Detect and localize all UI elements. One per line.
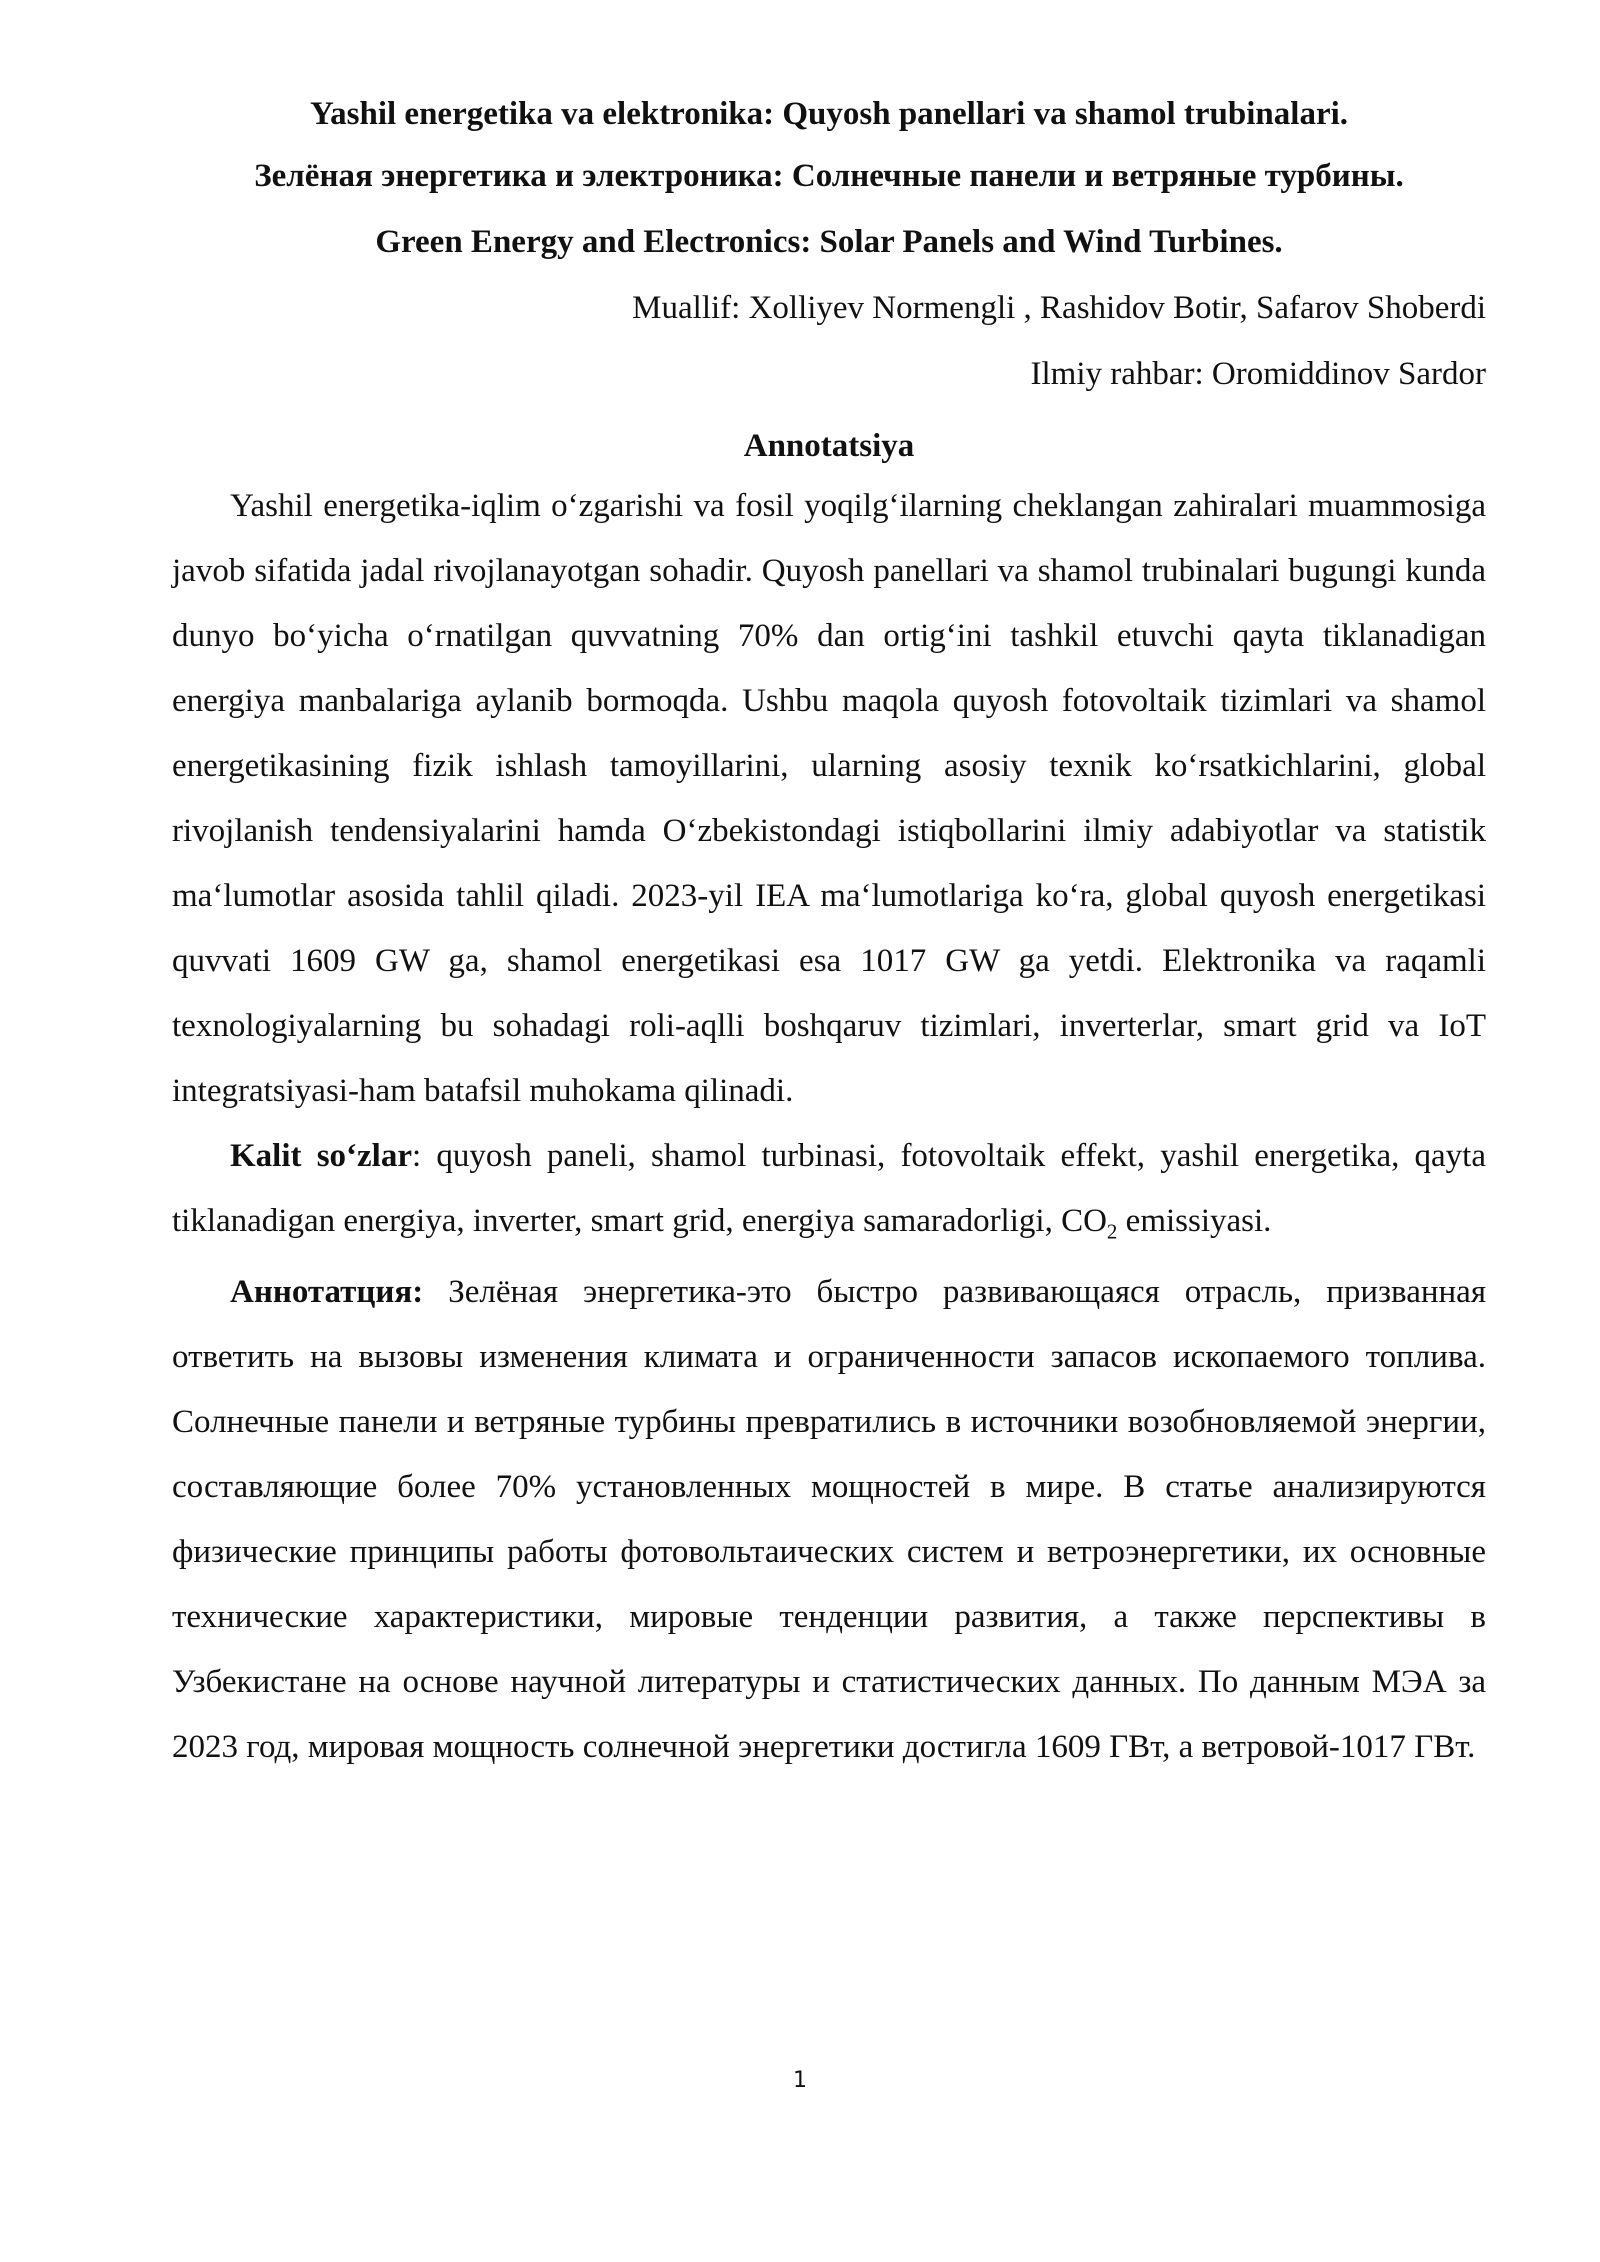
page-number: 1 — [793, 2068, 807, 2093]
co2-subscript: 2 — [1106, 1219, 1118, 1244]
document-page — [172, 92, 1486, 1780]
abstract-russian-text: Зелёная энергетика-это быстро развивающаяся отрасль, призванная ответить на вызовы изменения климата и ограниченности запасов ископаемого топлива. Солнечные панели и ветряные турбины превратились в источники возобновляемой энергии, составляющие более 70% установленных мощностей в мире. В статье анализируются физические принципы работы фотовольтаических систем и ветроэнергетики, их основные технические характеристики, мировые тенденции развития, а также перспективы в Узбекистане на основе научной литературы и статистических данных. По данным МЭА за 2023 год, мировая мощность солнечной энергетики достигла 1609 ГВт, а ветровой-1017 ГВт. — [172, 1274, 1486, 1765]
supervisor-line: Ilmiy rahbar: Oromiddinov Sardor — [1030, 356, 1486, 392]
keywords-label: Kalit soʻzlar — [230, 1138, 412, 1174]
abstract-heading: Annotatsiya — [743, 428, 915, 464]
abstract-russian — [172, 1260, 1486, 1780]
abstract-uzbek: Yashil energetika-iqlim oʻzgarishi va fosil yoqilgʻilarning cheklangan zahiralari muammosiga javob sifatida jadal rivojlanayotgan sohadir. Quyosh panellari va shamol trubinalari bugungi kunda dunyo boʻyicha oʻrnatilgan quvvatning 70% dan ortigʻini tashkil etuvchi qayta tiklanadigan energiya manbalariga aylanib bormoqda. Ushbu maqola quyosh fotovoltaik tizimlari va shamol energetikasining fizik ishlash tamoyillarini, ularning asosiy texnik koʻrsatkichlarini, global rivojlanish tendensiyalarini hamda Oʻzbekistondagi istiqbollarini ilmiy adabiyotlar va statistik maʻlumotlar asosida tahlil qiladi. 2023-yil IEA maʻlumotlariga koʻra, global quyosh energetikasi quvvati 1609 GW ga, shamol energetikasi esa 1017 GW ga yetdi. Elektronika va raqamli texnologiyalarning bu sohadagi roli-aqlli boshqaruv tizimlari, inverterlar, smart grid va IoT integratsiyasi-ham batafsil muhokama qilinadi. — [172, 488, 1486, 1109]
keywords-text-end: emissiyasi. — [1117, 1203, 1272, 1239]
authors-line: Muallif: Xolliyev Normengli , Rashidov Botir, Safarov Shoberdi — [632, 290, 1486, 326]
title-uzbek: Yashil energetika va elektronika: Quyosh panellari va shamol trubinalari. — [309, 96, 1349, 132]
keywords-text: : quyosh paneli, shamol turbinasi, fotovoltaik effekt, yashil energetika, qayta tiklanadigan energiya, inverter, smart grid, energiya samaradorligi, CO — [172, 1138, 1486, 1239]
keywords-paragraph — [172, 1124, 1486, 1254]
abstract-russian-label: Аннотатция: — [230, 1274, 424, 1310]
title-english: Green Energy and Electronics: Solar Panels and Wind Turbines. — [375, 224, 1283, 260]
title-russian: Зелёная энергетика и электроника: Солнечные панели и ветряные турбины. — [254, 158, 1404, 194]
